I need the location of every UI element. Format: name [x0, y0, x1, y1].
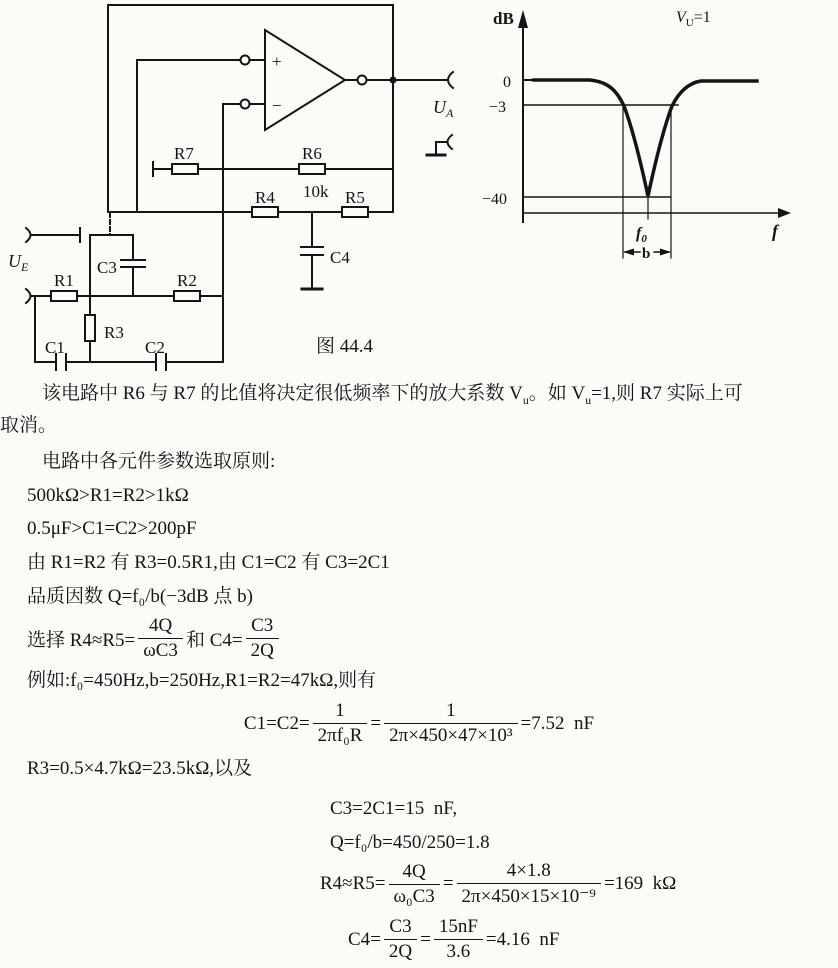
equation-r3 — [27, 757, 252, 781]
resistor-r3-body — [85, 315, 95, 341]
fraction — [384, 700, 517, 747]
formula-text: 由 R1=R2 有 R3=0.5R1,由 C1=C2 有 C3=2C1 — [27, 552, 390, 573]
formula-text: = — [370, 712, 382, 734]
formula-text: = — [420, 928, 431, 950]
capacitor-c2-label: C2 — [145, 338, 165, 357]
formula-text: R3=0.5×4.7kΩ=23.5kΩ,以及 — [27, 758, 253, 779]
x-axis-label: f — [772, 221, 778, 241]
fraction-numerator: 1 — [384, 700, 517, 724]
fraction-numerator: C3 — [246, 615, 279, 639]
subscript-u: u — [585, 393, 592, 407]
rule-resistor-range — [27, 484, 189, 508]
formula-text: C1=C2= — [243, 712, 310, 734]
fraction-numerator: 1 — [313, 700, 368, 724]
formula-text: Q=f₀/b=450/250=1.8 — [330, 832, 490, 853]
rule-select-r4-r5-c4 — [27, 615, 282, 662]
fraction — [138, 615, 183, 662]
output-voltage-label: $U_A$ — [433, 97, 454, 120]
figure-caption: 图 44.4 — [316, 336, 374, 357]
ytick-minus3: −3 — [489, 99, 507, 116]
rule-capacitor-range — [27, 517, 197, 541]
equation-q — [330, 831, 490, 855]
equation-c4 — [348, 916, 559, 963]
paragraph-2 — [42, 450, 275, 474]
resistor-r1-label: R1 — [54, 271, 74, 290]
rule-quality-factor — [27, 585, 253, 609]
notch-frequency-label: $f_0$ — [636, 225, 647, 245]
fraction-denominator: 2π×450×15×10⁻⁹ — [461, 886, 596, 907]
paragraph-text: =1,则 R7 实际上可 — [591, 383, 743, 404]
ytick-0: 0 — [503, 74, 511, 91]
fraction-numerator: 4×1.8 — [457, 860, 601, 884]
resistor-r7-label: R7 — [174, 144, 194, 163]
formula-text: R4≈R5= — [320, 873, 386, 894]
fraction-denominator: 2Q — [250, 640, 274, 661]
fraction-denominator: ωC3 — [143, 640, 178, 661]
circuit-diagram — [8, 5, 454, 370]
fraction — [389, 861, 440, 908]
paragraph-text: 取消。 — [0, 415, 58, 436]
fraction-denominator: ω₀C3 — [393, 885, 435, 907]
fraction-denominator: 2π×450×47×10³ — [389, 725, 513, 746]
capacitor-c3-label: C3 — [97, 258, 117, 277]
formula-text: C4= — [348, 928, 381, 950]
notch-response-curve — [534, 80, 757, 196]
input-terminal-upper — [26, 228, 80, 242]
formula-text: =169 kΩ — [603, 873, 677, 894]
output-ground-terminal — [427, 135, 452, 155]
rule-relations — [27, 551, 390, 575]
equation-c1-c2 — [0, 700, 838, 747]
formula-text: 品质因数 Q=f₀/b(−3dB 点 b) — [27, 586, 253, 607]
formula-text: = — [442, 873, 454, 894]
resistor-r4-label: R4 — [255, 188, 275, 207]
resistor-r6-label: R6 — [302, 144, 322, 163]
fraction-denominator: 2Q — [388, 941, 413, 962]
paragraph-text: 电路中各元件参数选取原则: — [42, 451, 276, 472]
equation-c3 — [330, 797, 457, 821]
frequency-response-graph — [482, 9, 791, 262]
formula-text: 例如:f₀=450Hz,b=250Hz,R1=R2=47kΩ,则有 — [27, 670, 377, 691]
resistor-r7-r6-branch — [153, 162, 393, 176]
y-axis-label: dB — [493, 9, 514, 28]
fraction — [457, 860, 601, 908]
ytick-minus40: −40 — [482, 191, 508, 208]
opamp-minus-input-sign: − — [272, 96, 282, 115]
example-line — [27, 669, 376, 693]
resistor-r2-body — [174, 291, 200, 301]
formula-text: 和 C4= — [185, 630, 243, 651]
fraction-numerator: 4Q — [389, 861, 440, 885]
formula-text: 选择 R4≈R5= — [27, 630, 136, 651]
fraction — [434, 916, 483, 963]
fraction — [246, 615, 279, 662]
resistor-r5-label: R5 — [345, 188, 365, 207]
resistor-r6-value: 10k — [303, 182, 329, 201]
subscript-u: u — [522, 393, 529, 407]
resistor-r3-label: R3 — [104, 323, 124, 342]
figure-44-4 — [0, 0, 838, 372]
bandwidth-label: b — [642, 246, 651, 262]
input-voltage-label: $U_E$ — [8, 251, 29, 274]
opamp-plus-input-sign: + — [272, 52, 282, 71]
fraction-numerator: C3 — [384, 916, 417, 940]
x-axis — [523, 208, 791, 218]
fraction-denominator: 3.6 — [446, 941, 471, 962]
capacitor-c1-label: C1 — [45, 338, 65, 357]
paragraph-1-line-1 — [42, 382, 743, 409]
fraction — [384, 916, 417, 963]
feedback-box-wire — [108, 5, 393, 212]
capacitor-c4-branch — [301, 212, 323, 289]
output-terminal — [390, 72, 454, 88]
fraction — [313, 700, 368, 747]
formula-text: =7.52 nF — [520, 712, 595, 734]
fraction-numerator: 15nF — [434, 916, 483, 940]
y-axis — [518, 10, 528, 222]
paragraph-text: 该电路中 R6 与 R7 的比值将决定很低频率下的放大系数 V — [42, 383, 523, 404]
equation-r4-r5 — [320, 860, 676, 908]
formula-text: 0.5μF>C1=C2>200pF — [27, 518, 197, 539]
formula-text: C3=2C1=15 nF, — [330, 798, 458, 819]
paragraph-text: 。如 V — [528, 383, 586, 404]
fraction-denominator: 2πf₀R — [317, 725, 363, 746]
formula-text: 500kΩ>R1=R2>1kΩ — [27, 485, 189, 506]
fraction-numerator: 4Q — [138, 615, 183, 639]
capacitor-c4-label: C4 — [330, 248, 350, 267]
resistor-r2-label: R2 — [177, 271, 197, 290]
gain-annotation: $V_U=1$ — [676, 9, 711, 29]
formula-text: =4.16 nF — [485, 928, 560, 950]
resistor-r1-body — [51, 291, 77, 301]
paragraph-1-line-2 — [0, 414, 57, 438]
